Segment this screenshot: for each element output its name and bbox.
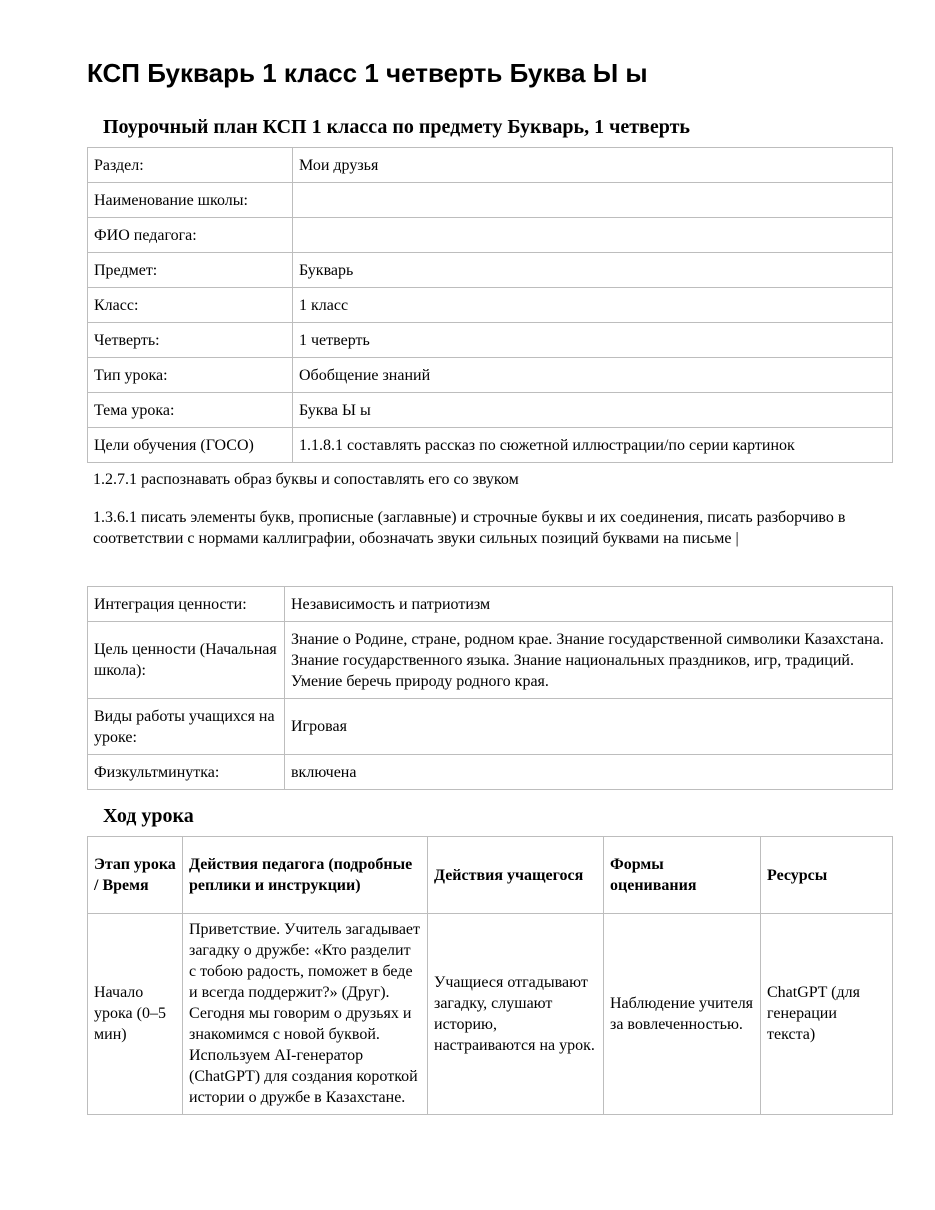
objective-text: 1.3.6.1 писать элементы букв, прописные (заглавные) и строчные буквы и их соединения, писать разборчиво в соответствии с нормами каллиграфии, обозначать звуки сильных позиций буквами на письме | (93, 509, 846, 547)
info-label: Наименование школы: (88, 183, 293, 218)
info-label: Тема урока: (88, 393, 293, 428)
info-label: Цели обучения (ГОСО) (88, 428, 293, 463)
table-row (88, 253, 893, 288)
value-label: Цель ценности (Начальная школа): (88, 622, 285, 699)
table-row (88, 622, 893, 699)
plan-heading: Поурочный план КСП 1 класса по предмету Букварь, 1 четверть (103, 116, 690, 138)
table-cell: ChatGPT (для генерации текста) (761, 914, 893, 1115)
value-label: Интеграция ценности: (88, 587, 285, 622)
info-value: 1 четверть (293, 323, 893, 358)
table-cell: Начало урока (0–5 мин) (88, 914, 183, 1115)
info-value: Букварь (293, 253, 893, 288)
info-value: Мои друзья (293, 148, 893, 183)
column-header: Действия педагога (подробные реплики и инструкции) (183, 837, 428, 914)
table-row (88, 699, 893, 755)
table-row (88, 148, 893, 183)
info-value: 1 класс (293, 288, 893, 323)
info-value: Буква Ы ы (293, 393, 893, 428)
table-row (88, 393, 893, 428)
info-value (293, 218, 893, 253)
table-row (88, 218, 893, 253)
info-value (293, 183, 893, 218)
table-row (88, 914, 893, 1115)
column-header: Этап урока / Время (88, 837, 183, 914)
info-label: Тип урока: (88, 358, 293, 393)
table-row (88, 755, 893, 790)
table-header-row (88, 837, 893, 914)
lesson-info-table (87, 147, 893, 463)
info-label: ФИО педагога: (88, 218, 293, 253)
table-row (88, 183, 893, 218)
value-text: Знание о Родине, стране, родном крае. Знание государственной символики Казахстана. Знание государственного языка. Знание национальных праздников, игр, традиций. Умение беречь природу родного края. (285, 622, 893, 699)
table-row (88, 358, 893, 393)
info-label: Класс: (88, 288, 293, 323)
table-row (88, 428, 893, 463)
column-header: Действия учащегося (428, 837, 604, 914)
value-text: Независимость и патриотизм (285, 587, 893, 622)
column-header: Формы оценивания (604, 837, 761, 914)
objective-text: 1.2.7.1 распознавать образ буквы и сопоставлять его со звуком (93, 471, 519, 488)
value-label: Физкультминутка: (88, 755, 285, 790)
lesson-flow-heading: Ход урока (103, 805, 194, 827)
table-row (88, 587, 893, 622)
lesson-flow-table (87, 836, 893, 1115)
table-cell: Приветствие. Учитель загадывает загадку о дружбе: «Кто разделит с тобою радость, поможет в беде и всегда поддержит?» (Друг). Сегодня мы говорим о друзьях и знакомимся с новой буквой. Используем AI-генератор (ChatGPT) для создания короткой истории о дружбе в Казахстане. (183, 914, 428, 1115)
document-title: КСП Букварь 1 класс 1 четверть Буква Ы ы (87, 58, 648, 88)
table-row (88, 323, 893, 358)
column-header: Ресурсы (761, 837, 893, 914)
info-label: Предмет: (88, 253, 293, 288)
value-text: Игровая (285, 699, 893, 755)
value-text: включена (285, 755, 893, 790)
values-table (87, 586, 893, 790)
info-label: Раздел: (88, 148, 293, 183)
table-row (88, 288, 893, 323)
info-value: 1.1.8.1 составлять рассказ по сюжетной иллюстрации/по серии картинок (293, 428, 893, 463)
table-cell: Наблюдение учителя за вовлеченностью. (604, 914, 761, 1115)
value-label: Виды работы учащихся на уроке: (88, 699, 285, 755)
info-label: Четверть: (88, 323, 293, 358)
info-value: Обобщение знаний (293, 358, 893, 393)
table-cell: Учащиеся отгадывают загадку, слушают историю, настраиваются на урок. (428, 914, 604, 1115)
